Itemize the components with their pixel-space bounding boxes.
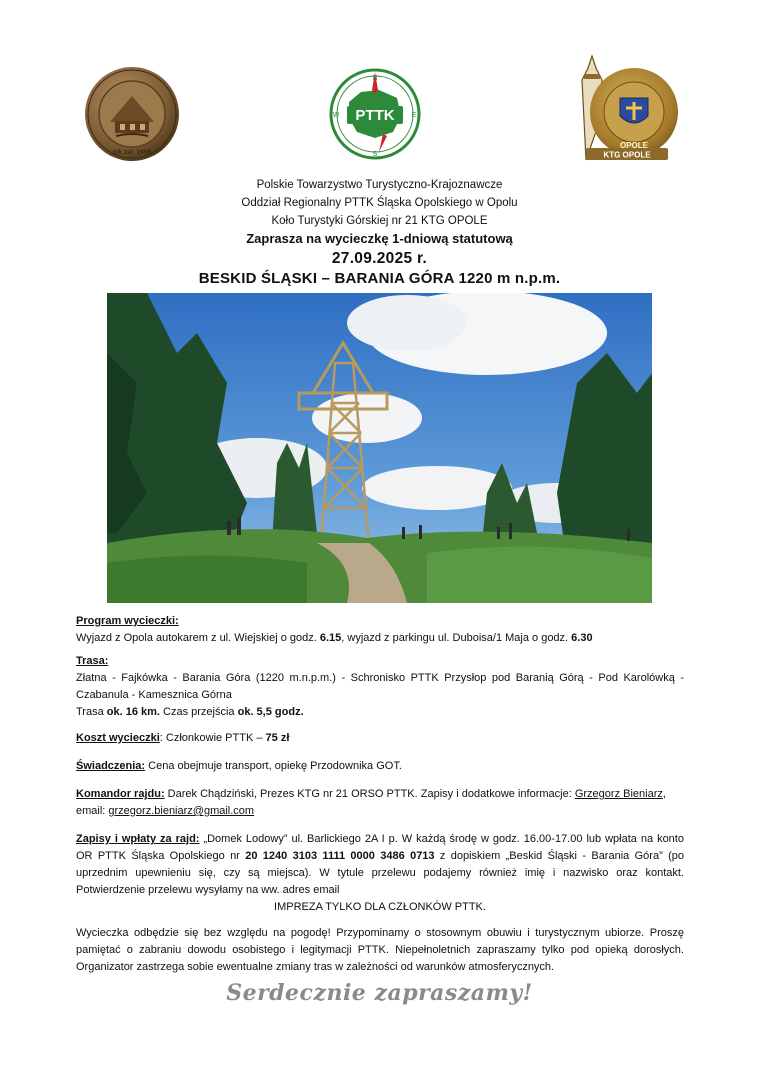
program-part-1: Wyjazd z Opola autokarem z ul. Wiejskiej o godz. <box>76 632 320 644</box>
program-time-1: 6.15 <box>319 632 342 644</box>
email-label: email: <box>76 805 109 817</box>
route-summary-part-1: Trasa <box>76 706 107 718</box>
svg-text:N: N <box>372 75 378 82</box>
closing-greeting: Serdecznie zapraszamy! <box>226 980 533 1006</box>
org-branch: Oddział Regionalny PTTK Śląska Opolskiego w Opolu <box>241 197 518 209</box>
signup-heading: Zapisy i wpłaty za rajd: <box>76 833 200 845</box>
svg-text:E: E <box>411 112 417 119</box>
svg-text:rok zał. 1998: rok zał. 1998 <box>112 149 152 156</box>
route-distance: ok. 16 km. <box>106 706 160 718</box>
benefits-text: Cena obejmuje transport, opiekę Przodownika GOT. <box>145 760 402 772</box>
cost-text: : Członkowie PTTK – <box>159 732 266 744</box>
members-only: IMPREZA TYLKO DLA CZŁONKÓW PTTK. <box>274 901 486 913</box>
signup-part-2: z dopiskiem „Beskid Śląski - Barania Góra” (po uprzednim upewnieniu się, czy są miejsca). W tytule przelewu podajemy również imię i nazwisko oraz kontakt. Potwierdzenie przelewu wysyłamy na ww. adres email <box>76 850 684 896</box>
svg-text:S: S <box>372 151 378 158</box>
signup-part-1: „Domek Lodowy” ul. Barlickiego 2A I p. W każdą środę w godz. 16.00-17.00 lub wpłata na konto OR PTTK Śląska Opolskiego nr <box>76 833 684 862</box>
header <box>0 176 759 289</box>
svg-text:PTTK: PTTK <box>355 107 395 124</box>
pttk-slaska-opolska-badge-icon <box>84 66 180 162</box>
account-number: 20 1240 3103 1111 0000 3486 0713 <box>245 850 435 862</box>
contact-name[interactable]: Grzegorz Bieniarz <box>574 788 663 800</box>
cost-heading: Koszt wycieczki <box>76 732 160 744</box>
email-link[interactable]: grzegorz.bieniarz@gmail.com <box>108 805 255 817</box>
trip-date: 27.09.2025 r. <box>331 250 428 267</box>
leader-heading: Komandor rajdu: <box>76 788 165 800</box>
leader-text: Darek Chądziński, Prezes KTG nr 21 ORSO PTTK. Zapisy i dodatkowe informacje: <box>164 788 575 800</box>
cost-value: 75 zł <box>265 732 290 744</box>
route-text: Złatna - Fajkówka - Barania Góra (1220 m.n.p.m.) - Schronisko PTTK Przysłop pod Baranią Górą - Pod Karolówką - Czabanula - Kamesznica Górna <box>76 672 684 701</box>
svg-text:KTG OPOLE: KTG OPOLE <box>603 150 651 160</box>
route-duration: ok. 5,5 godz. <box>237 706 304 718</box>
content <box>76 613 684 976</box>
route-summary-part-2: Czas przejścia <box>159 706 238 718</box>
logos-row <box>0 48 759 166</box>
route-heading: Trasa: <box>76 655 109 667</box>
program-part-2: , wyjazd z parkingu ul. Duboisa/1 Maja o godz. <box>341 632 572 644</box>
svg-text:W: W <box>332 112 340 119</box>
pttk-compass-logo-icon <box>327 66 423 162</box>
notice: Wycieczka odbędzie się bez względu na pogodę! Przypominamy o stosownym obuwiu i turystycznym ubiorze. Proszę pamiętać o zabraniu dowodu osobistego i legitymacji PTTK. Niepełnoletnich zapraszamy tylko pod opieką dorosłych. Organizator zastrzega sobie ewentualne zmiany tras w zależności od warunków atmosferycznych. <box>76 927 684 973</box>
route-summary <box>76 704 684 721</box>
org-club: Koło Turystyki Górskiej nr 21 KTG OPOLE <box>271 215 488 227</box>
ktg-opole-badge-icon <box>562 50 680 162</box>
benefits-line <box>76 758 684 775</box>
program-time-2: 6.30 <box>571 632 593 644</box>
program-text <box>76 630 684 647</box>
invite-line: Zaprasza na wycieczkę 1-dniową statutową <box>246 231 513 246</box>
leader-comma: , <box>662 788 666 800</box>
observation-tower-photo <box>107 293 652 603</box>
svg-text:OPOLE: OPOLE <box>619 141 649 150</box>
benefits-heading: Świadczenia: <box>76 760 146 772</box>
leader-line <box>76 786 684 820</box>
program-heading: Program wycieczki: <box>76 615 179 627</box>
org-name: Polskie Towarzystwo Turystyczno-Krajoznawcze <box>256 179 503 191</box>
trip-title: BESKID ŚLĄSKI – BARANIA GÓRA 1220 m n.p.m. <box>198 270 561 287</box>
signup-text <box>76 831 684 899</box>
cost-line <box>76 730 684 747</box>
